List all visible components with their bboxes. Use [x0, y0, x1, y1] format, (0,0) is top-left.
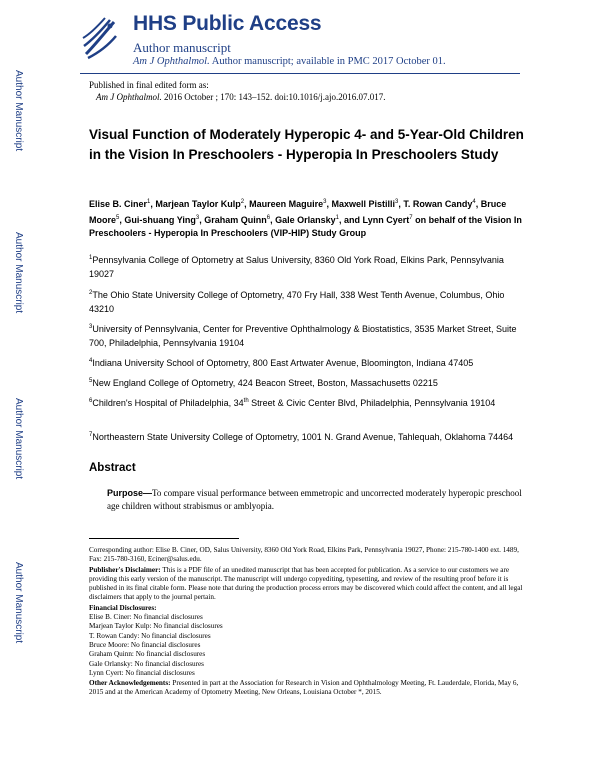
- author-name: Lynn Cyert: [362, 214, 410, 225]
- disclosure-line: Marjean Taylor Kulp: No financial disclosures: [89, 622, 223, 631]
- author-affiliation-mark: 3: [323, 199, 327, 205]
- citation-journal: Am J Ophthalmol.: [96, 92, 162, 102]
- purpose-text: To compare visual performance between emmetropic and uncorrected moderately hyperopic preschool age children without strabismus or amblyopia.: [107, 488, 522, 511]
- author-name: Graham Quinn: [204, 214, 267, 225]
- availability-text: Author manuscript; available in PMC 2017 October 01.: [209, 56, 446, 67]
- author-affiliation-mark: 3: [395, 199, 399, 205]
- disclosure-line: Lynn Cyert: No financial disclosures: [89, 668, 195, 677]
- hhs-title: HHS Public Access: [133, 12, 322, 35]
- author-affiliation-mark: 4: [472, 199, 476, 205]
- article-title: Visual Function of Moderately Hyperopic 4- and 5-Year-Old Children in the Vision In Preschoolers - Hyperopia In Preschoolers Study: [89, 127, 524, 162]
- author-name: Bruce Moore: [89, 199, 507, 225]
- header-divider: [80, 73, 520, 74]
- hhs-eagle-logo-icon: [80, 14, 120, 62]
- sidebar-label-1: Author Manuscript: [13, 70, 24, 152]
- author-affiliation-mark: 6: [266, 214, 271, 221]
- author-name: Gui-shuang Ying: [124, 214, 196, 225]
- disclosure-line: Graham Quinn: No financial disclosures: [89, 650, 206, 659]
- disclosure-line: Gale Orlansky: No financial disclosures: [89, 659, 204, 668]
- author-affiliation-mark: 1: [147, 199, 151, 205]
- author-list: Elise B. Ciner$^1$, Marjean Taylor Kulp$^2$, Maureen Maguire$^3$, Maxwell Pistilli$^3$, T. Rowan Candy$^4$, Bruce Moore$^5$, Gui-shuang Ying$^3$, Graham Quinn$^6$, Gale Orlansky$^1$, and Lynn Cyert$^7$ on behalf of the Vision In Preschoolers - Hyperopia In Preschoolers (VIP-HIP) Study Group: [89, 199, 522, 238]
- journal-abbrev: Am J Ophthalmol.: [133, 56, 210, 67]
- footnote-divider: [89, 538, 239, 539]
- disclosure-line: Bruce Moore: No financial disclosures: [89, 640, 201, 649]
- affiliation-7: $^7$Northeastern State University College of Optometry, 1001 N. Grand Avenue, Tahlequah, Oklahoma 74464: [89, 432, 514, 442]
- author-name: Maureen Maguire: [249, 199, 324, 209]
- sidebar-label-4: Author Manuscript: [13, 562, 24, 644]
- author-affiliation-mark: 3: [195, 214, 200, 221]
- author-affiliation-mark: 7: [409, 214, 413, 221]
- citation-line: [96, 92, 385, 102]
- author-affiliation-mark: 2: [240, 199, 245, 205]
- journal-availability-line: [133, 56, 446, 67]
- sidebar-label-2: Author Manuscript: [13, 232, 24, 314]
- authors-and: and: [344, 214, 361, 225]
- author-affiliation-mark: 5: [116, 214, 120, 221]
- disclosure-line: Elise B. Ciner: No financial disclosures: [89, 613, 203, 622]
- author-manuscript-label: Author manuscript: [133, 40, 231, 55]
- author-name: Elise B. Ciner: [89, 199, 148, 209]
- affiliation-2: $^2$The Ohio State University College of Optometry, 470 Fry Hall, 338 West Tenth Avenue, Columbus, Ohio 43210: [89, 290, 505, 314]
- financial-disclosures: Financial Disclosures: Elise B. Ciner: No financial disclosures Marjean Taylor Kulp: No financial disclosures T. Rowan Candy: No financial disclosures Bruce Moore: No financial disclosures Graham Quinn: No financial disclosures Gale Orlansky: No financial disclosures Lynn Cyert: No financial disclosures: [89, 604, 529, 678]
- corresponding-author: Corresponding author: Elise B. Ciner, OD, Salus University, 8360 Old York Road, Elkins Park, Pennsylvania 19027, Phone: 215-780-1400 ext. 1489, Fax: 215-780-3160, Eciner@salus.edu.: [89, 546, 519, 564]
- author-name: Maxwell Pistilli: [331, 199, 396, 209]
- other-acknowledgements: Other Acknowledgements: Presented in part at the Association for Research in Vision and Ophthalmology Meeting, Ft. Lauderdale, Florida, May 6, 2015 and at the American Academy of Optometry Meeting, New Orleans, Louisiana October *, 2015.: [89, 679, 519, 697]
- author-name: Marjean Taylor Kulp: [155, 199, 241, 209]
- published-label: Published in final edited form as:: [89, 80, 209, 90]
- affiliation-3: $^3$University of Pennsylvania, Center for Preventive Ophthalmology & Biostatistics, 3535 Market Street, Suite 700, Philadelphia, Pennsylvania 19104: [89, 324, 517, 348]
- abstract-heading: Abstract: [89, 462, 136, 474]
- disclosure-line: T. Rowan Candy: No financial disclosures: [89, 631, 211, 640]
- author-name: Gale Orlansky: [275, 214, 336, 225]
- affiliation-6: $^6$Children's Hospital of Philadelphia, 34th Street & Civic Center Blvd, Philadelphia, Pennsylvania 19104: [89, 398, 496, 408]
- affiliation-4: $^4$Indiana University School of Optometry, 800 East Artwater Avenue, Bloomington, Indiana 47405: [89, 358, 474, 368]
- footnotes: [89, 546, 529, 699]
- publisher-disclaimer: Publisher's Disclaimer: This is a PDF file of an unedited manuscript that has been accepted for publication. As a service to our customers we are providing this early version of the manuscript. The manuscript will undergo copyediting, typesetting, and review of the resulting proof before it is published in its final citable form. Please note that during the production process errors may be discovered which could affect the content, and all legal disclaimers that apply to the journal pertain.: [89, 565, 523, 602]
- affiliation-5: $^5$New England College of Optometry, 424 Beacon Street, Boston, Massachusetts 02215: [89, 378, 438, 388]
- citation-details: 2016 October ; 170: 143–152. doi:10.1016/j.ajo.2016.07.017.: [161, 92, 386, 102]
- sidebar-label-3: Author Manuscript: [13, 398, 24, 480]
- abstract-purpose: [107, 487, 527, 513]
- study-group: on behalf of the Vision In Preschoolers - Hyperopia In Preschoolers (VIP-HIP) Study Group: [89, 214, 522, 238]
- purpose-label: Purpose—: [107, 488, 153, 498]
- author-affiliation-mark: 1: [335, 214, 339, 221]
- affiliation-1: $^1$Pennsylvania College of Optometry at Salus University, 8360 Old York Road, Elkins Park, Pennsylvania 19027: [89, 255, 504, 279]
- author-name: T. Rowan Candy: [403, 199, 473, 209]
